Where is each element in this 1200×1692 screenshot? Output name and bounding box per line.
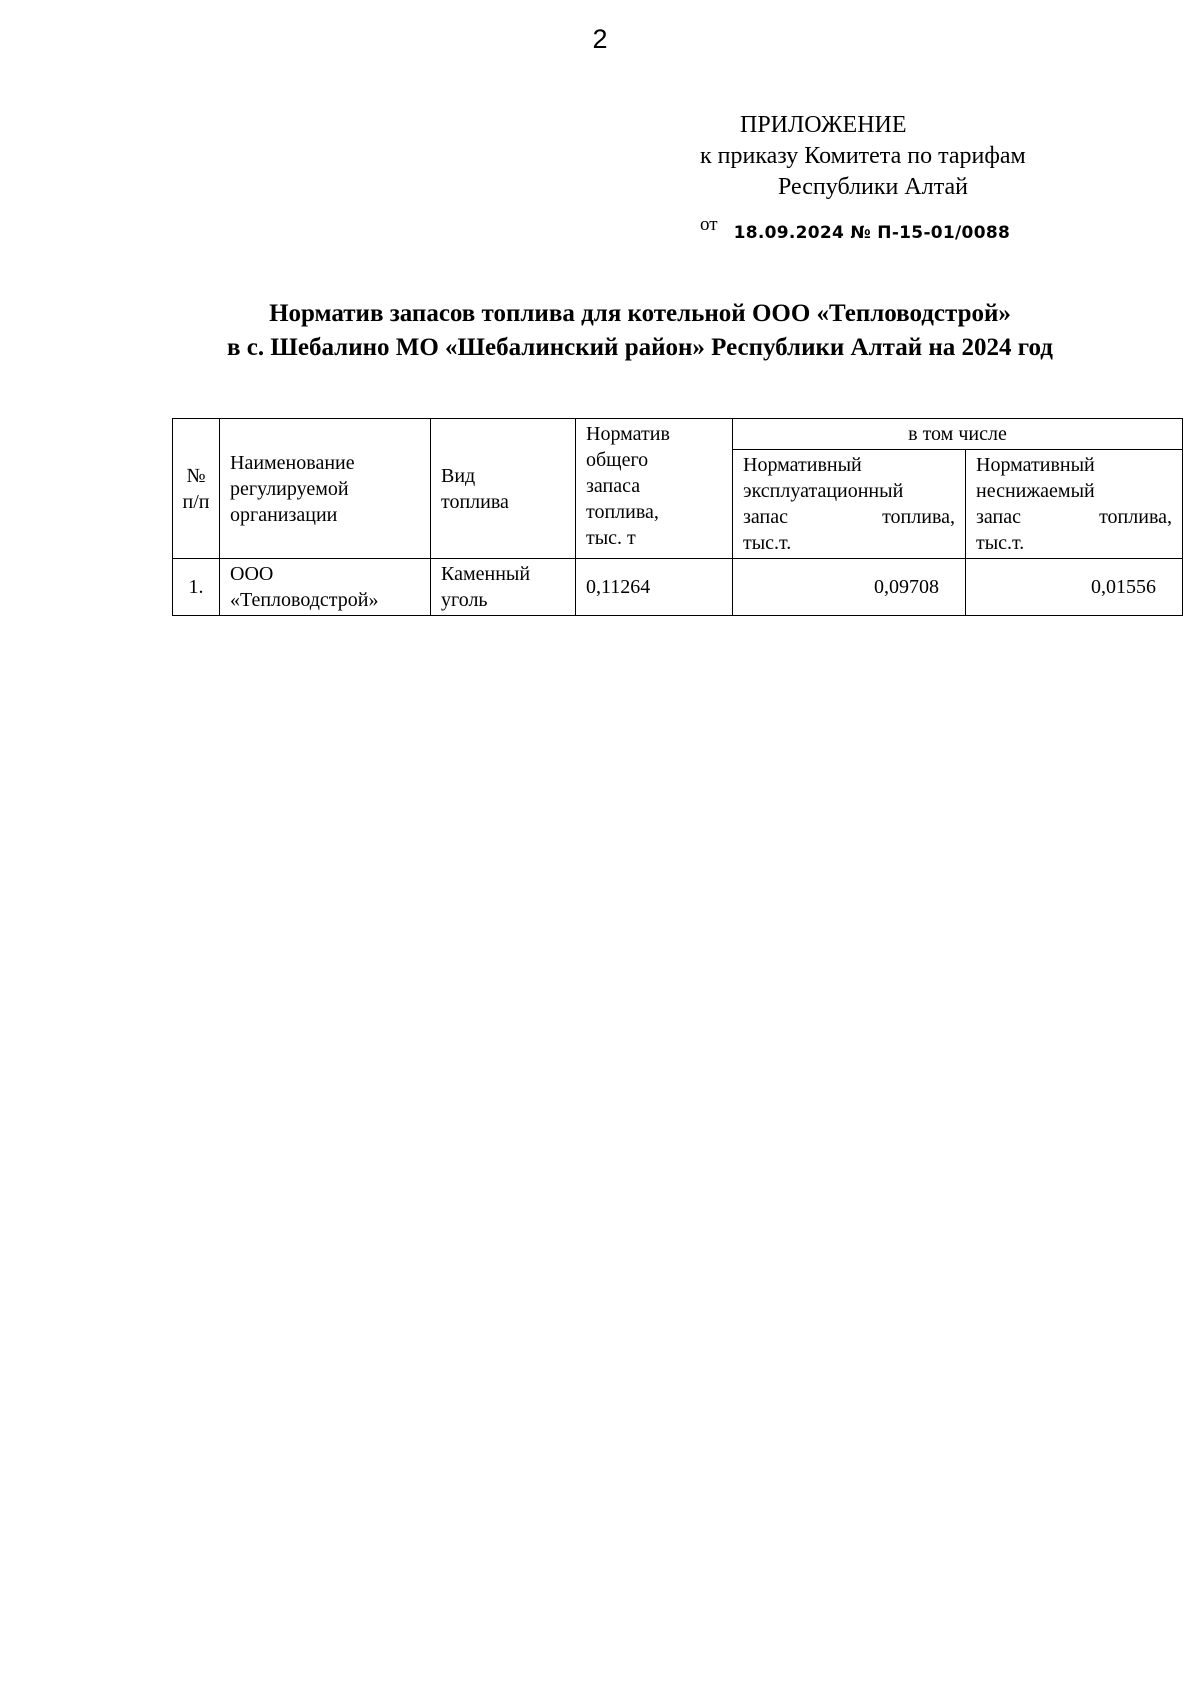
cell-minimum-reserve: 0,01556 [966,559,1183,616]
annex-title: ПРИЛОЖЕНИЕ [740,112,907,138]
annex-from-label: от [700,214,718,235]
cell-num: 1. [173,559,220,616]
header-fuel-type: Вид топлива [431,419,576,559]
document-title-line2: в с. Шебалино МО «Шебалинский район» Республики Алтай на 2024 год [227,334,1053,361]
table-row [173,559,1183,616]
annex-authority: Республики Алтай [778,174,968,200]
annex-order-ref: 18.09.2024 № П-15-01/0088 [733,223,1011,243]
cell-organization: ООО «Тепловодстрой» [220,559,431,616]
cell-total-reserve: 0,11264 [576,559,733,616]
annex-header [700,110,1170,203]
table-header-row [173,419,1183,450]
annex-order [700,214,1010,244]
document-title-line1: Норматив запасов топлива для котельной ООО «Тепловодстрой» [269,300,1011,327]
header-minimum-reserve: Нормативный неснижаемый запас топлива, тыс.т. [966,450,1183,559]
header-including: в том числе [733,419,1183,450]
header-operational-reserve: Нормативный эксплуатационный запас топлива, тыс.т. [733,450,966,559]
header-num: № п/п [173,419,220,559]
fuel-norm-table [172,418,1183,616]
header-total-reserve: Норматив общего запаса топлива, тыс. т [576,419,733,559]
annex-subtitle: к приказу Комитета по тарифам [700,143,1026,169]
cell-operational-reserve: 0,09708 [733,559,966,616]
document-title [160,297,1120,365]
header-organization: Наименование регулируемой организации [220,419,431,559]
cell-fuel-type: Каменный уголь [431,559,576,616]
page-number: 2 [592,24,608,54]
